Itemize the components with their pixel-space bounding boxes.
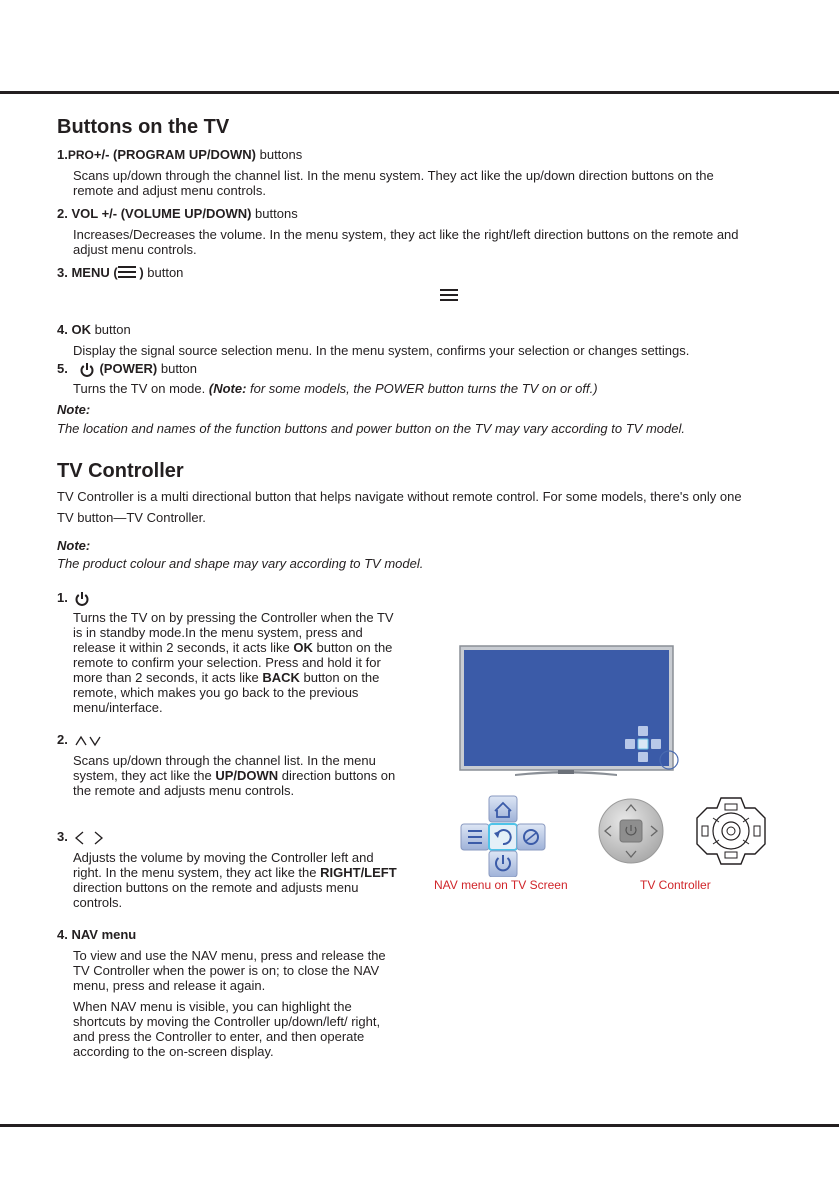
controller-item-updown-desc: Scans up/down through the channel list. In the menu system, they act like the UP/DOWN direction buttons on the remote and adjusts menu controls. [73,753,396,798]
item-power: 5. (POWER) button [57,361,198,376]
top-rule [0,91,839,94]
controller-item-nav-p2: When NAV menu is visible, you can highlight the shortcuts by moving the Controller up/down/left/ right, and press the Controller to enter, and then operate according to the on-screen display. [73,999,381,1059]
controller-item-nav-p1: To view and use the NAV menu, press and release the TV Controller when the power is on; to close the NAV menu, press and release it again. [73,948,386,993]
item-volume-desc: Increases/Decreases the volume. In the menu system, they act like the right/left direction buttons on the remote and adjust menu controls. [73,227,739,257]
section-title-buttons: Buttons on the TV [57,116,230,138]
item-volume: 2. VOL +/- (VOLUME UP/DOWN) buttons [57,206,298,221]
note-label-2: Note: [57,538,91,553]
item-ok: 4. OK button [57,322,131,337]
controller-item-leftright: 3. [57,829,104,845]
note-label: Note: [57,402,91,417]
caption-nav-menu: NAV menu on TV Screen [434,878,568,892]
power-icon [74,591,90,607]
item-program: 1.PRO+/- (PROGRAM UP/DOWN) buttons [57,147,303,162]
menu-icon [440,289,458,301]
note-text-2: The product colour and shape may vary according to TV model. [57,556,424,571]
item-menu: 3. MENU ( ) button [57,265,184,280]
controller-back-illustration [693,794,769,868]
nav-menu-illustration [460,795,552,877]
menu-icon [118,266,136,278]
left-right-arrows-icon [74,831,104,845]
controller-intro: TV Controller is a multi directional button that helps navigate without remote control. For some models, there's only one TV button—TV Controller. [57,489,742,525]
controller-item-updown: 2. [57,732,102,747]
controller-item-leftright-desc: Adjusts the volume by moving the Controller left and right. In the menu system, they act like the RIGHT/LEFT direction buttons on the remote and adjusts menu controls. [73,850,397,910]
bottom-rule [0,1124,839,1127]
controller-item-nav: 4. NAV menu [57,927,137,942]
power-icon [79,362,95,378]
item-ok-desc: Display the signal source selection menu. In the menu system, confirms your selection or changes settings. [73,343,690,358]
tv-illustration [455,640,685,780]
item-program-desc: Scans up/down through the channel list. In the menu system. They act like the up/down direction buttons on the remote and adjust menu controls. [73,168,714,198]
section-title-controller: TV Controller [57,460,184,482]
controller-item-power-desc: Turns the TV on by pressing the Controller when the TV is in standby mode.In the menu system, press and release it within 2 seconds, it acts like OK button on the remote to confirm your selection. Press and hold it for more than 2 seconds, it acts like BACK button on the remote, which makes you go back to the previous menu/interface. [73,610,394,715]
controller-item-power: 1. [57,590,90,607]
up-down-arrows-icon [74,735,102,747]
caption-controller: TV Controller [640,878,711,892]
item-power-desc: Turns the TV on mode. (Note: for some models, the POWER button turns the TV on or off.) [73,381,598,396]
controller-illustration [597,797,665,865]
note-text: The location and names of the function buttons and power button on the TV may vary according to TV model. [57,421,685,436]
